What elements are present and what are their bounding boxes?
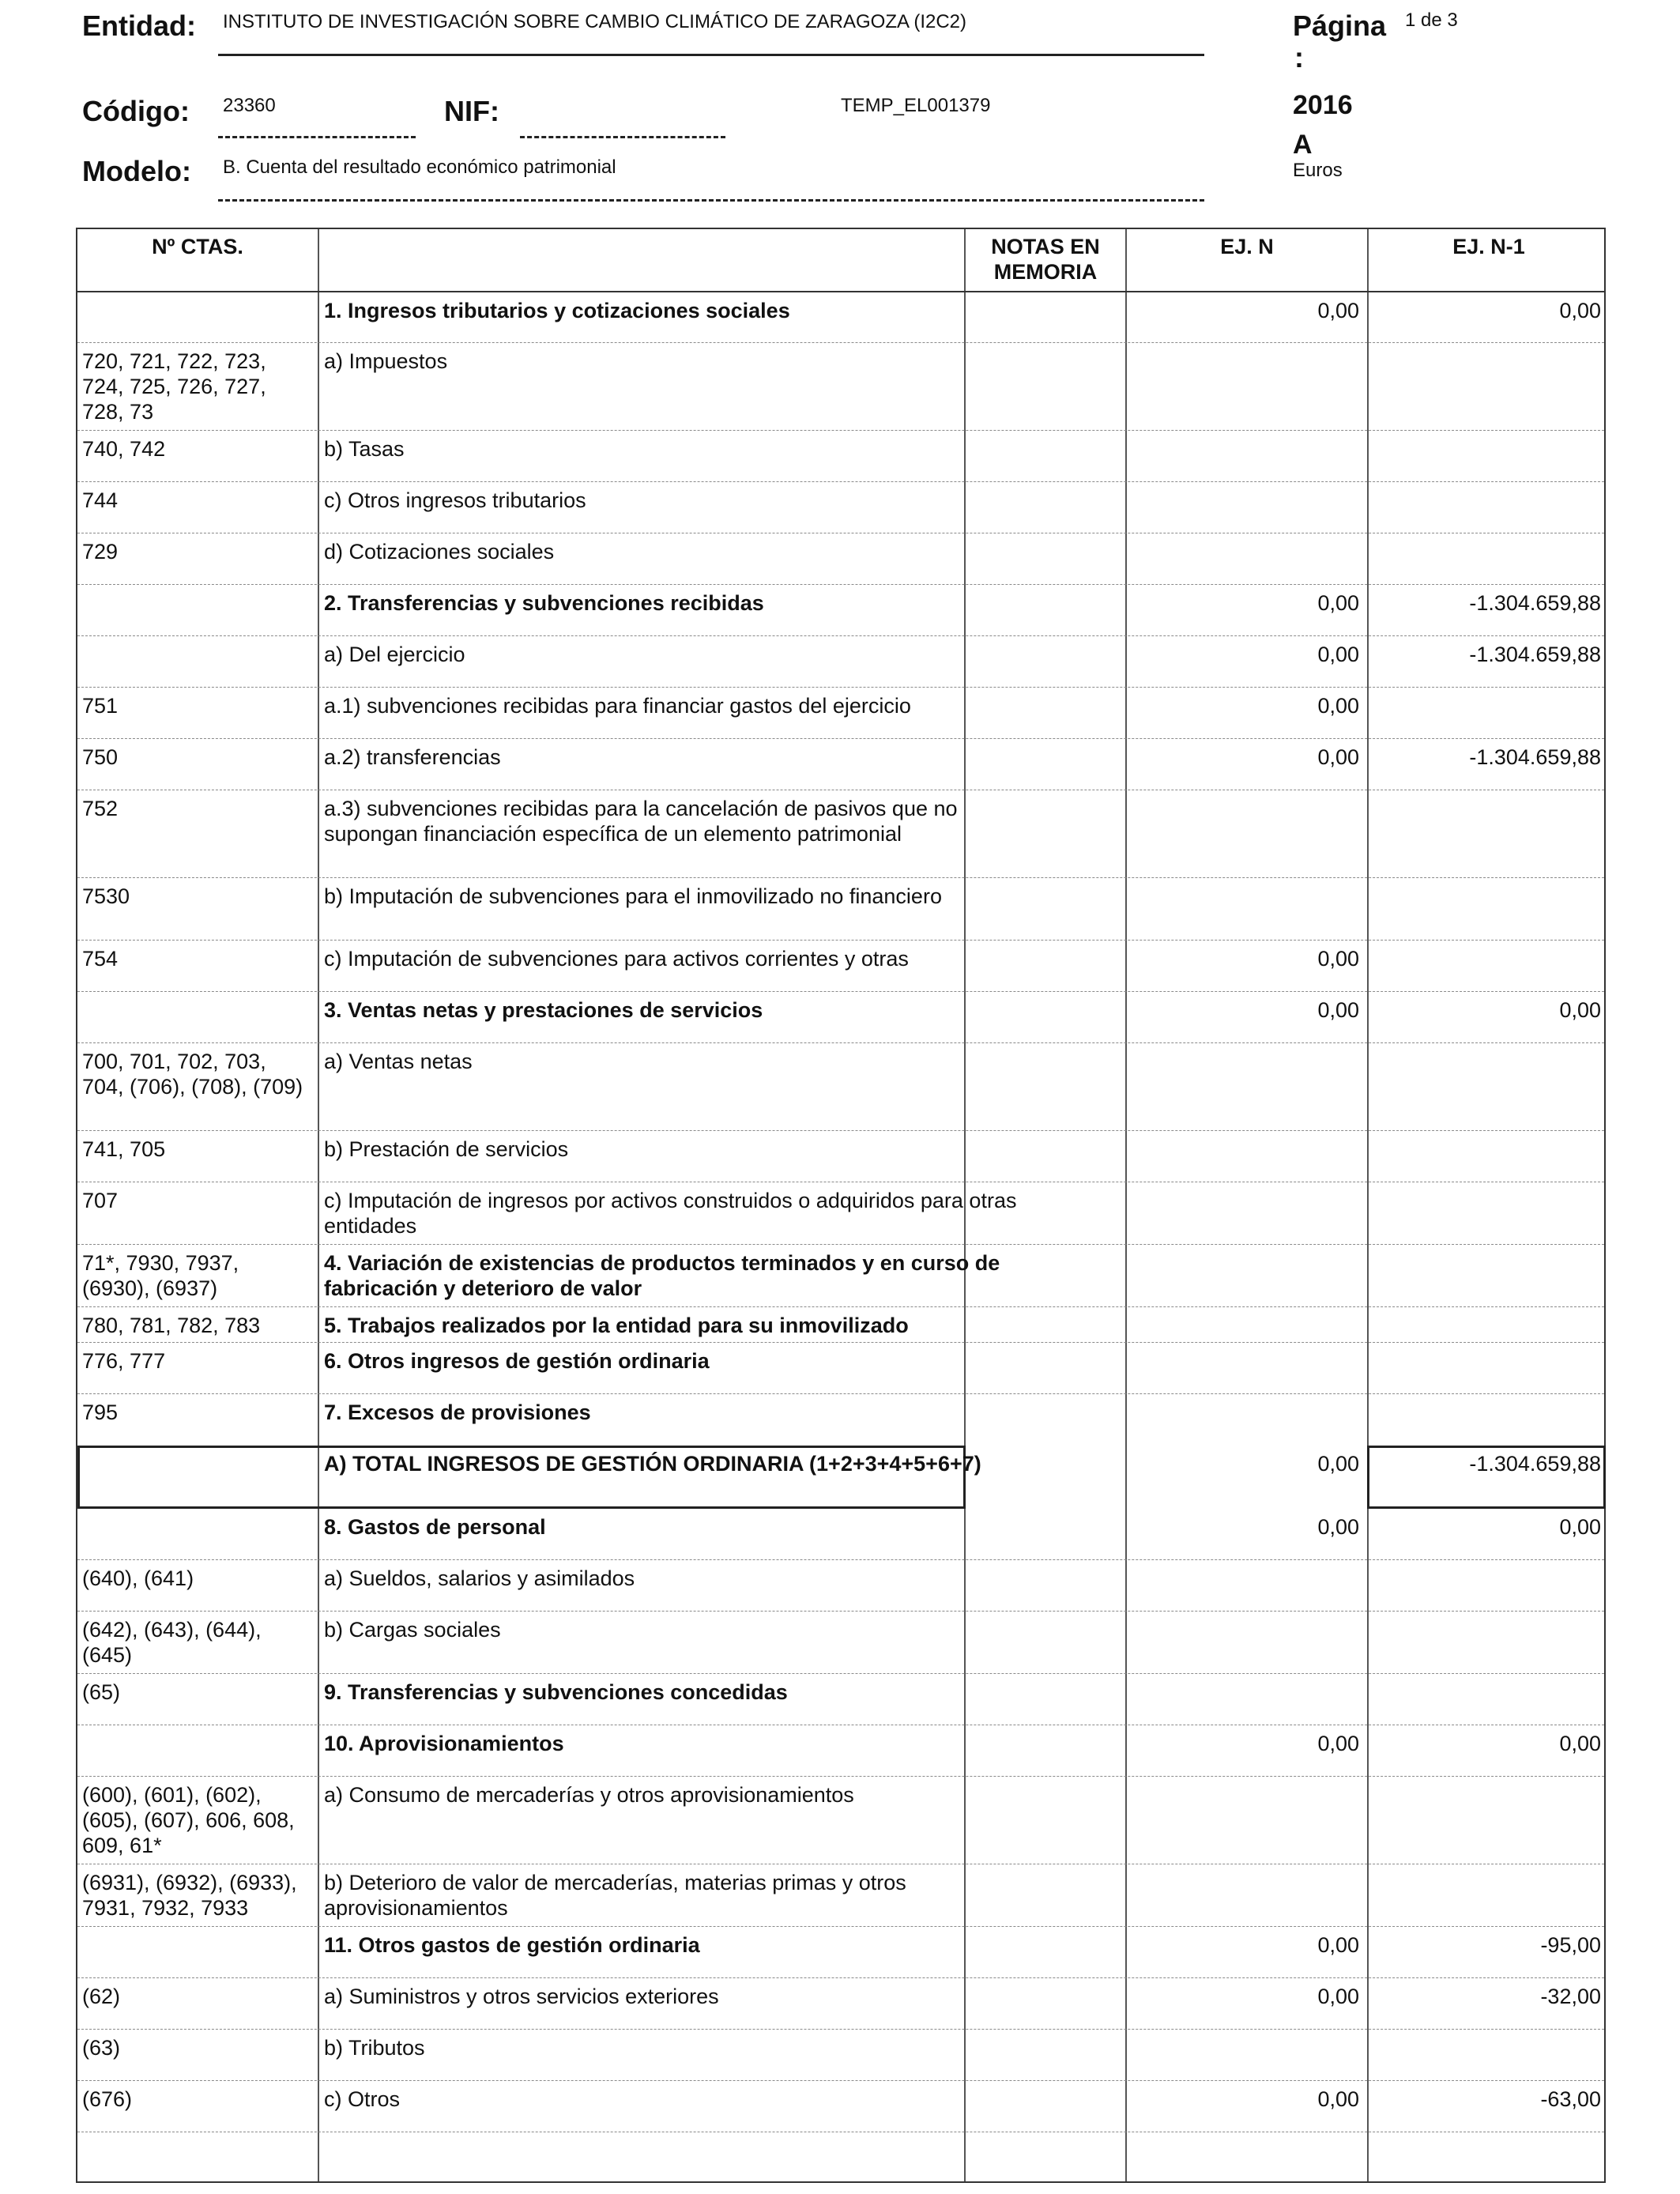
table-row: [77, 343, 1604, 431]
pagina-colon: :: [1294, 41, 1304, 74]
table-row: [77, 482, 1604, 533]
account-codes: (676): [82, 2087, 133, 2111]
concept-description: 7. Excesos de provisiones: [324, 1400, 591, 1424]
pagina-label: Página: [1293, 9, 1387, 42]
concept-description: a) Impuestos: [324, 349, 448, 373]
value-ej-n: 0,00: [1317, 1933, 1359, 1957]
header-ej-n: EJ. N: [1220, 235, 1274, 258]
value-ej-n1: -1.304.659,88: [1469, 591, 1601, 615]
value-ej-n1: 0,00: [1559, 1515, 1601, 1539]
concept-description: 3. Ventas netas y prestaciones de servicios: [324, 998, 763, 1022]
table-row: [77, 1725, 1604, 1777]
concept-description: a) Ventas netas: [324, 1050, 473, 1073]
table-row: [77, 1777, 1604, 1864]
table-row: [77, 533, 1604, 585]
value-ej-n: 0,00: [1317, 1985, 1359, 2008]
table-row: [77, 2081, 1604, 2132]
table-row: [77, 790, 1604, 878]
value-ej-n: 0,00: [1317, 299, 1359, 322]
concept-description: 10. Aprovisionamientos: [324, 1732, 564, 1755]
concept-description: 6. Otros ingresos de gestión ordinaria: [324, 1349, 710, 1373]
concept-description: b) Deterioro de valor de mercaderías, materias primas y otros aprovisionamientos: [324, 1871, 906, 1920]
value-ej-n1: -1.304.659,88: [1469, 1452, 1601, 1476]
concept-description: a.2) transferencias: [324, 745, 501, 769]
modelo-value: B. Cuenta del resultado económico patrimonial: [223, 156, 616, 178]
concept-description: c) Imputación de subvenciones para activos corrientes y otras: [324, 947, 909, 971]
table-row: [77, 1560, 1604, 1612]
nif-underline: [520, 136, 725, 138]
modelo-label: Modelo:: [82, 155, 191, 187]
concept-description: a.1) subvenciones recibidas para financiar gastos del ejercicio: [324, 694, 911, 718]
header-cuentas: Nº CTAS.: [152, 235, 243, 258]
account-codes: (6931), (6932), (6933), 7931, 7932, 7933: [82, 1871, 297, 1920]
account-codes: 7530: [82, 884, 130, 908]
account-codes: 751: [82, 694, 119, 718]
account-codes: (640), (641): [82, 1566, 194, 1590]
pagina-value: 1 de 3: [1405, 9, 1458, 31]
currency-label: Euros: [1293, 160, 1343, 181]
account-codes: 795: [82, 1400, 119, 1424]
account-codes: 780, 781, 782, 783: [82, 1314, 261, 1337]
concept-description: c) Otros ingresos tributarios: [324, 488, 586, 512]
codigo-label: Código:: [82, 95, 190, 127]
value-ej-n: 0,00: [1317, 2087, 1359, 2111]
value-ej-n1: 0,00: [1559, 1732, 1601, 1755]
value-ej-n1: -63,00: [1540, 2087, 1601, 2111]
concept-description: 2. Transferencias y subvenciones recibidas: [324, 591, 764, 615]
value-ej-n1: 0,00: [1559, 998, 1601, 1022]
concept-description: d) Cotizaciones sociales: [324, 540, 555, 564]
value-ej-n1: 0,00: [1559, 299, 1601, 322]
entidad-label: Entidad:: [82, 9, 196, 42]
account-codes: 752: [82, 797, 119, 820]
value-ej-n1: -1.304.659,88: [1469, 745, 1601, 769]
table-row: [77, 878, 1604, 941]
value-ej-n1: -95,00: [1540, 1933, 1601, 1957]
account-codes: (62): [82, 1985, 121, 2008]
concept-description: a) Sueldos, salarios y asimilados: [324, 1566, 635, 1590]
account-codes: 740, 742: [82, 437, 166, 461]
value-ej-n: 0,00: [1317, 1515, 1359, 1539]
value-ej-n1: -32,00: [1540, 1985, 1601, 2008]
table-row: [77, 688, 1604, 739]
value-ej-n: 0,00: [1317, 694, 1359, 718]
concept-description: b) Imputación de subvenciones para el inmovilizado no financiero: [324, 884, 942, 908]
concept-description: 9. Transferencias y subvenciones concedidas: [324, 1680, 788, 1704]
concept-description: a) Suministros y otros servicios exteriores: [324, 1985, 719, 2008]
concept-description: b) Cargas sociales: [324, 1618, 501, 1642]
value-ej-n: 0,00: [1317, 1452, 1359, 1476]
nif-label: NIF:: [444, 95, 499, 127]
table-row: [77, 1978, 1604, 2030]
concept-description: b) Tasas: [324, 437, 405, 461]
account-codes: 741, 705: [82, 1137, 166, 1161]
value-ej-n: 0,00: [1317, 1732, 1359, 1755]
table-row: [77, 431, 1604, 482]
concept-description: 5. Trabajos realizados por la entidad para su inmovilizado: [324, 1314, 909, 1337]
table-row: [77, 1612, 1604, 1674]
concept-description: a.3) subvenciones recibidas para la cancelación de pasivos que no supongan financiación específica de un elemento patrimonial: [324, 797, 958, 846]
concept-description: c) Otros: [324, 2087, 401, 2111]
account-codes: 729: [82, 540, 119, 564]
header-ej-n1: EJ. N-1: [1452, 235, 1525, 258]
table-row: [77, 1674, 1604, 1725]
account-codes: 744: [82, 488, 119, 512]
account-codes: (600), (601), (602), (605), (607), 606, 608, 609, 61*: [82, 1783, 295, 1857]
account-codes: (65): [82, 1680, 121, 1704]
nif-value: TEMP_EL001379: [841, 95, 991, 116]
concept-description: b) Tributos: [324, 2036, 425, 2060]
concept-description: b) Prestación de servicios: [324, 1137, 569, 1161]
table-row: [77, 636, 1604, 688]
modelo-underline: [218, 199, 1204, 202]
value-ej-n: 0,00: [1317, 591, 1359, 615]
codigo-value: 23360: [223, 95, 276, 116]
year: 2016: [1293, 90, 1353, 120]
a-label: A: [1293, 130, 1313, 160]
concept-description: A) TOTAL INGRESOS DE GESTIÓN ORDINARIA (1+2+3+4+5+6+7): [324, 1452, 981, 1476]
table-row: [77, 292, 1604, 343]
table-row: [77, 1182, 1604, 1245]
table-row: [77, 1927, 1604, 1978]
concept-description: a) Consumo de mercaderías y otros aprovisionamientos: [324, 1783, 854, 1807]
account-codes: 71*, 7930, 7937, (6930), (6937): [82, 1251, 239, 1300]
account-codes: 720, 721, 722, 723, 724, 725, 726, 727, 728, 73: [82, 349, 266, 424]
table-row: [77, 1864, 1604, 1927]
entidad-value: INSTITUTO DE INVESTIGACIÓN SOBRE CAMBIO CLIMÁTICO DE ZARAGOZA (I2C2): [223, 11, 967, 32]
table-row: [77, 1245, 1604, 1307]
results-table: [76, 228, 1606, 2183]
table-row: [77, 585, 1604, 636]
table-header: [77, 229, 1604, 291]
concept-description: 1. Ingresos tributarios y cotizaciones sociales: [324, 299, 790, 322]
table-row: [77, 1509, 1604, 1560]
total-row: [77, 1446, 1604, 1509]
table-row: [77, 739, 1604, 790]
account-codes: 750: [82, 745, 119, 769]
table-row: [77, 1131, 1604, 1182]
account-codes: 754: [82, 947, 119, 971]
table-row: [77, 2030, 1604, 2081]
value-ej-n: 0,00: [1317, 998, 1359, 1022]
table-row: [77, 1394, 1604, 1446]
header-notas: NOTAS EN MEMORIA: [991, 235, 1100, 284]
value-ej-n: 0,00: [1317, 947, 1359, 971]
table-row: [77, 1043, 1604, 1131]
account-codes: 776, 777: [82, 1349, 166, 1373]
table-row: [77, 992, 1604, 1043]
account-codes: 700, 701, 702, 703, 704, (706), (708), (709): [82, 1050, 303, 1099]
table-row: [77, 941, 1604, 992]
account-codes: 707: [82, 1189, 119, 1212]
table-row: [77, 1343, 1604, 1394]
concept-description: 11. Otros gastos de gestión ordinaria: [324, 1933, 700, 1957]
concept-description: a) Del ejercicio: [324, 643, 465, 666]
codigo-underline: [218, 136, 416, 138]
value-ej-n1: -1.304.659,88: [1469, 643, 1601, 666]
concept-description: c) Imputación de ingresos por activos construidos o adquiridos para otras entidades: [324, 1189, 1017, 1238]
table-row: [77, 1307, 1604, 1343]
concept-description: 4. Variación de existencias de productos terminados y en curso de fabricación y deterioro de valor: [324, 1251, 1000, 1300]
concept-description: 8. Gastos de personal: [324, 1515, 546, 1539]
value-ej-n: 0,00: [1317, 745, 1359, 769]
account-codes: (642), (643), (644), (645): [82, 1618, 262, 1667]
entidad-underline: [218, 54, 1204, 56]
account-codes: (63): [82, 2036, 121, 2060]
value-ej-n: 0,00: [1317, 643, 1359, 666]
